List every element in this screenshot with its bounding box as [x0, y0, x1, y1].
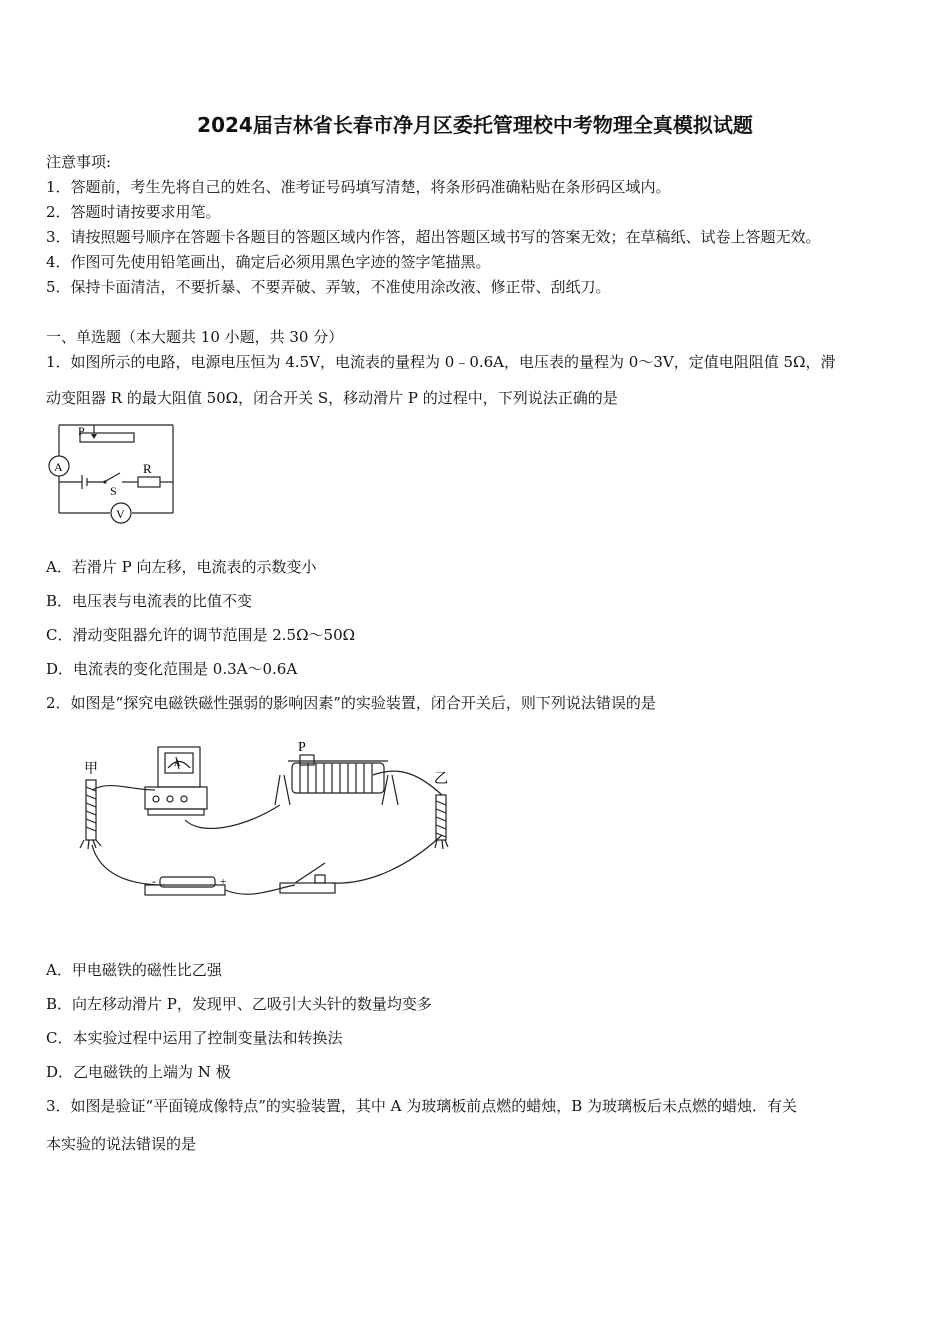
label-slider: P — [78, 424, 85, 438]
q1-stem-line2: 动变阻器 R 的最大阻值 50Ω，闭合开关 S，移动滑片 P 的过程中，下列说法正确的是 — [46, 389, 618, 407]
q1-option-c: C．滑动变阻器允许的调节范围是 2.5Ω～50Ω — [46, 626, 356, 644]
label-switch: S — [110, 484, 117, 498]
label-slider: P — [298, 740, 306, 755]
q1-stem-line1: 1．如图所示的电路，电源电压恒为 4.5V，电流表的量程为 0﹣0.6A，电压表的量程为 0～3V，定值电阻阻值 5Ω，滑 — [46, 353, 836, 371]
q2-option-d: D．乙电磁铁的上端为 N 极 — [46, 1063, 231, 1081]
page-title: 2024届吉林省长春市净月区委托管理校中考物理全真模拟试题 — [197, 113, 753, 137]
q2-option-c: C．本实验过程中运用了控制变量法和转换法 — [46, 1029, 343, 1047]
section-heading: 一、单选题（本大题共 10 小题，共 30 分） — [46, 328, 344, 346]
notice-item: 2．答题时请按要求用笔。 — [46, 203, 221, 221]
notice-item: 4．作图可先使用铅笔画出，确定后必须用黑色字迹的签字笔描黑。 — [46, 253, 491, 271]
q3-stem-line1: 3．如图是验证“平面镜成像特点”的实验装置，其中 A 为玻璃板前点燃的蜡烛，B 为玻璃板后未点燃的蜡烛．有关 — [46, 1097, 798, 1115]
q1-circuit-diagram — [40, 420, 185, 530]
label-plus: + — [220, 876, 227, 888]
label-voltmeter: V — [116, 507, 125, 521]
notice-item: 1．答题前，考生先将自己的姓名、准考证号码填写清楚，将条形码准确粘贴在条形码区域内。 — [46, 178, 671, 196]
label-yi: 乙 — [434, 772, 448, 787]
q3-stem-line2: 本实验的说法错误的是 — [46, 1135, 197, 1153]
notice-item: 5．保持卡面清洁，不要折暴、不要弄破、弄皱，不准使用涂改液、修正带、刮纸刀。 — [46, 278, 611, 296]
label-minus: - — [152, 874, 156, 888]
label-ammeter: A — [54, 460, 63, 474]
q2-stem: 2．如图是“探究电磁铁磁性强弱的影响因素”的实验装置，闭合开关后，则下列说法错误的是 — [46, 694, 656, 712]
label-resistor: R — [143, 461, 152, 476]
q1-option-b: B．电压表与电流表的比值不变 — [46, 592, 253, 610]
q1-option-a: A．若滑片 P 向左移，电流表的示数变小 — [46, 558, 317, 576]
label-meter: A — [174, 758, 181, 768]
q2-option-a: A．甲电磁铁的磁性比乙强 — [46, 961, 222, 979]
q1-option-d: D．电流表的变化范围是 0.3A～0.6A — [46, 660, 298, 678]
slider-arrow-icon — [91, 434, 97, 439]
notice-heading: 注意事项: — [46, 153, 112, 171]
q2-option-b: B．向左移动滑片 P，发现甲、乙吸引大头针的数量均变多 — [46, 995, 432, 1013]
q2-experiment-figure — [70, 735, 470, 910]
label-jia: 甲 — [84, 762, 98, 777]
notice-item: 3．请按照题号顺序在答题卡各题目的答题区域内作答，超出答题区域书写的答案无效；在草稿纸、试卷上答题无效。 — [46, 228, 821, 246]
